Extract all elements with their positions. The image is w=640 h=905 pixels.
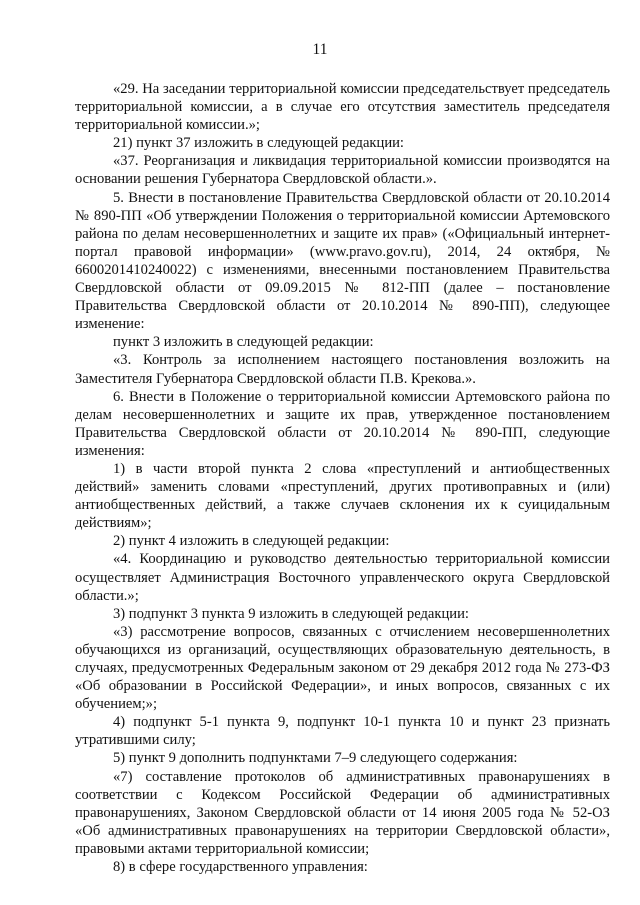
paragraph-change-1: 1) в части второй пункта 2 слова «преступлений и антиобщественных действий» заменить словами «преступлений, других противоправных и (или) антиобщественных действий, а также случаев склонения их к суицидальным действиям»;: [75, 460, 610, 532]
paragraph-item-21: 21) пункт 37 изложить в следующей редакции:: [113, 135, 404, 152]
paragraph-subpoint-7-text: «7) составление протоколов об административных правонарушениях в соответствии с Кодексом Российской Федерации об административных правонарушениях, Законом Свердловской области от 14 июня 2005 года № 52-ОЗ «Об административных правонарушениях на территории Свердловской области», правовыми актами территориальной комиссии;: [75, 768, 610, 857]
paragraph-clause-29: «29. На заседании территориальной комиссии председательствует председатель территориальной комиссии, а в случае его отсутствия заместитель председателя территориальной комиссии.»;: [75, 81, 610, 134]
paragraph-subpoint-3-text: «3) рассмотрение вопросов, связанных с отчислением несовершеннолетних обучающихся из организаций, осуществляющих образовательную деятельность, в случаях, предусмотренных Федеральным законом от 29 декабря 2012 года № 273-ФЗ «Об образовании в Российской Федерации», и иных вопросов, связанных с их обучением;»;: [75, 623, 610, 713]
paragraph-change-5: 5) пункт 9 дополнить подпунктами 7–9 следующего содержания:: [113, 750, 518, 767]
paragraph-section-6: 6. Внести в Положение о территориальной комиссии Артемовского района по делам несовершеннолетних и защите их прав, утвержденное постановлением Правительства Свердловской области от 20.10.2014 № 890-ПП, следующие изменения:: [75, 388, 610, 459]
paragraph-change-3: 3) подпункт 3 пункта 9 изложить в следующей редакции:: [113, 605, 469, 622]
paragraph-section-5: 5. Внести в постановление Правительства Свердловской области от 20.10.2014 № 890-ПП «Об утверждении Положения о территориальной комиссии Артемовского района по делам несовершеннолетних и защите их прав» («Официальный интернет-портал правовой информации» (www.pravo.gov.ru), 2014, 24 октября, № 6600201410240022) с изменениями, внесенными постановлением Правительства Свердловской области от 09.09.2015 № 812-ПП (далее – постановление Правительства Свердловской области от 20.10.2014 № 890-ПП), следующее изменение:: [75, 189, 610, 333]
paragraph-change-2: 2) пункт 4 изложить в следующей редакции:: [113, 533, 390, 550]
document-body: [75, 80, 610, 876]
paragraph-point-4-text: «4. Координацию и руководство деятельностью территориальной комиссии осуществляет Администрация Восточного управленческого округа Свердловской области.»;: [75, 551, 610, 604]
paragraph-clause-37: «37. Реорганизация и ликвидация территориальной комиссии производятся на основании решения Губернатора Свердловской области.».: [75, 153, 610, 188]
paragraph-point-3-instruction: пункт 3 изложить в следующей редакции:: [113, 334, 374, 351]
page-number: 11: [312, 41, 328, 58]
paragraph-point-3-text: «3. Контроль за исполнением настоящего постановления возложить на Заместителя Губернатора Свердловской области П.В. Крекова.».: [75, 352, 610, 387]
paragraph-change-4: 4) подпункт 5-1 пункта 9, подпункт 10-1 пункта 10 и пункт 23 признать утратившими силу;: [75, 714, 610, 749]
paragraph-subpoint-8-text: 8) в сфере государственного управления:: [113, 859, 368, 876]
